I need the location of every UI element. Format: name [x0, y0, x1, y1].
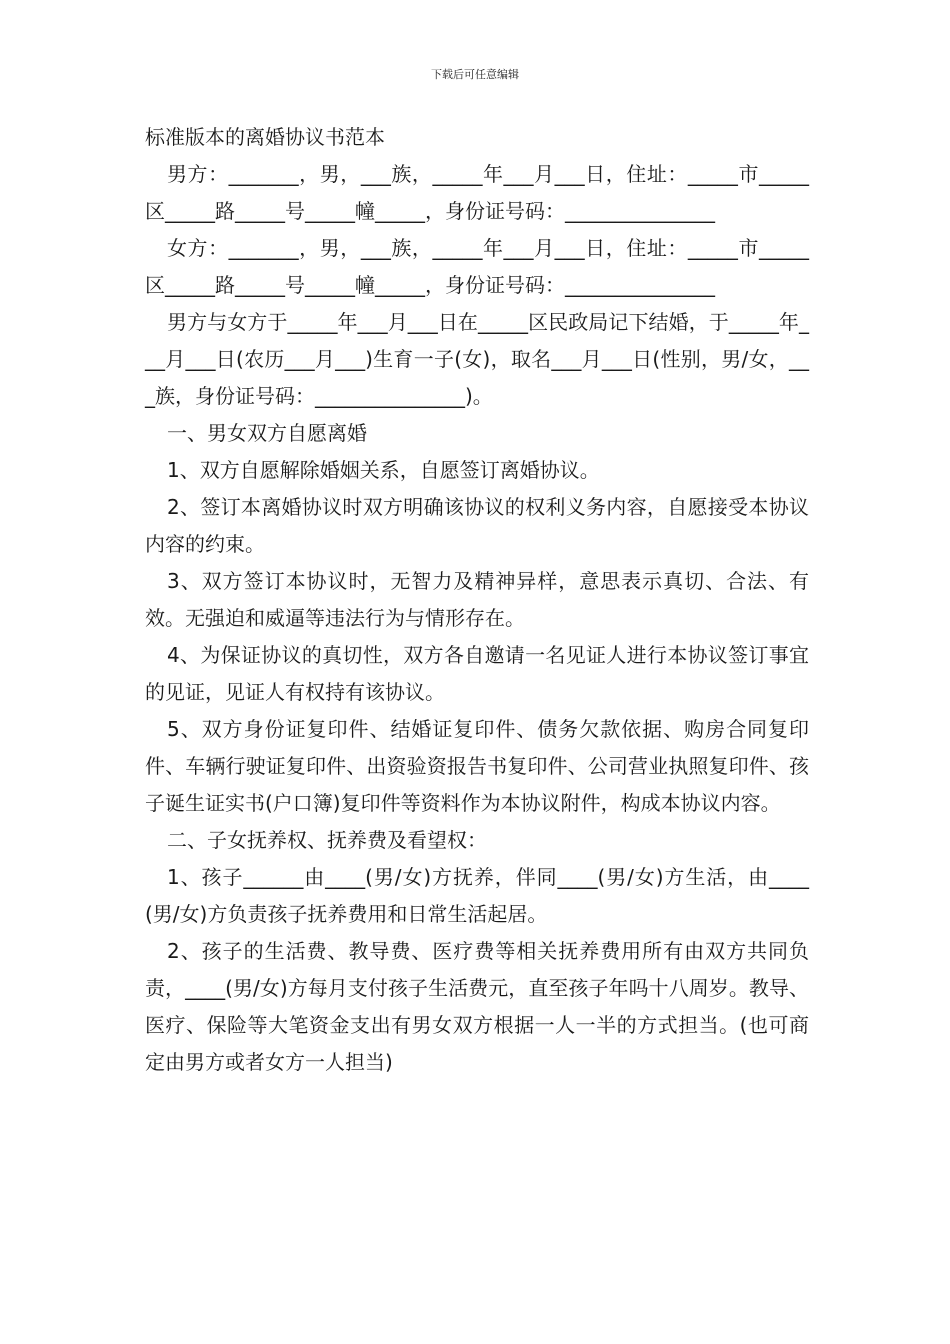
female-party-paragraph: 女方：_______，男，___族，_____年___月___日，住址：_____市_____区_____路_____号_____幢_____，身份证号码：_______________	[145, 236, 809, 297]
page-header-note: 下载后可任意编辑	[431, 68, 519, 81]
clause-1-3: 3、双方签订本协议时，无智力及精神异样，意思表示真切、合法、有效。无强迫和威逼等违法行为与情形存在。	[145, 569, 809, 630]
marriage-info-paragraph: 男方与女方于_____年___月___日在_____区民政局记下结婚，于_____年___月___日(农历___月___)生育一子(女)，取名___月___日(性别，男/女，___族，身份证号码：_______________)。	[145, 310, 809, 408]
clause-1-5: 5、双方身份证复印件、结婚证复印件、债务欠款依据、购房合同复印件、车辆行驶证复印件、出资验资报告书复印件、公司营业执照复印件、孩子诞生证实书(户口簿)复印件等资料作为本协议附件，构成本协议内容。	[145, 717, 809, 815]
clause-1-1: 1、双方自愿解除婚姻关系，自愿签订离婚协议。	[167, 458, 600, 482]
male-party-paragraph: 男方：_______，男，___族，_____年___月___日，住址：_____市_____区_____路_____号_____幢_____，身份证号码：_______________	[145, 162, 809, 223]
document-title: 标准版本的离婚协议书范本	[145, 125, 385, 149]
clause-1-2: 2、签订本离婚协议时双方明确该协议的权利义务内容，自愿接受本协议内容的约束。	[145, 495, 809, 556]
clause-2-1: 1、孩子______由____(男/女)方抚养，伴同____(男/女)方生活，由____(男/女)方负责孩子抚养费用和日常生活起居。	[145, 865, 809, 926]
clause-2-2: 2、孩子的生活费、教导费、医疗费等相关抚养费用所有由双方共同负责，____(男/女)方每月支付孩子生活费元，直至孩子年吗十八周岁。教导、医疗、保险等大笔资金支出有男女双方根据一人一半的方式担当。(也可商定由男方或者女方一人担当)	[145, 939, 809, 1074]
section-heading-divorce: 一、男女双方自愿离婚	[167, 421, 367, 445]
clause-1-4: 4、为保证协议的真切性，双方各自邀请一名见证人进行本协议签订事宜的见证，见证人有权持有该协议。	[145, 643, 809, 704]
document-body	[145, 119, 809, 1081]
section-heading-custody: 二、子女抚养权、抚养费及看望权：	[167, 828, 487, 852]
